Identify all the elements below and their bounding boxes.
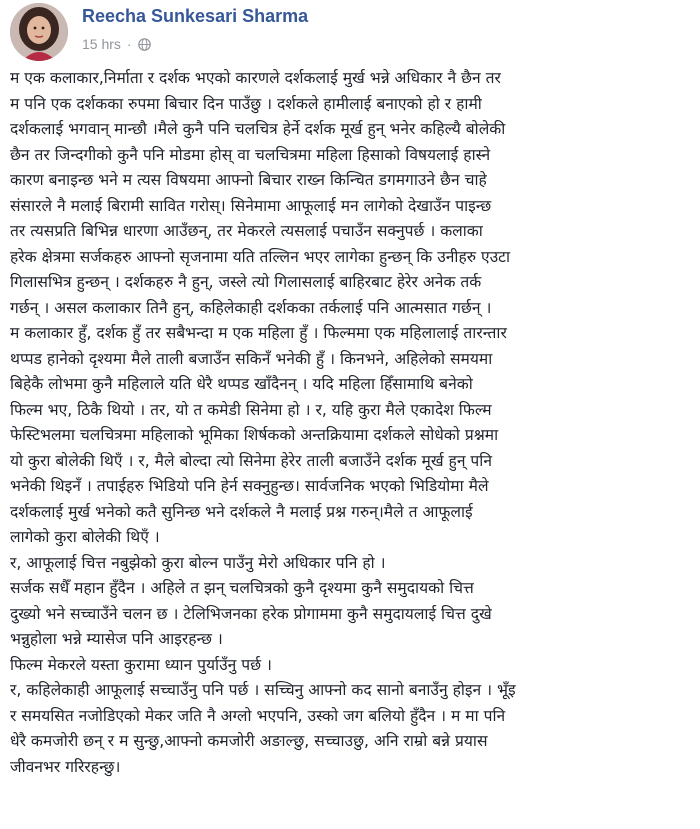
post-text-line: फेस्टिभलमा चलचित्रमा महिलाको भूमिका शिर्षकको अन्तक्रियामा दर्शकले सोधेको प्रश्नमा [10,426,499,444]
avatar-photo-icon [10,3,68,61]
post-text-line: म कलाकार हुँ, दर्शक हुँ तर सबैभन्दा म एक महिला हुँ । फिल्ममा एक महिलालाई तारन्तार [10,324,507,342]
post-meta [82,36,151,52]
globe-icon[interactable] [138,38,151,51]
post-text-line: भन्नुहोला भन्ने म्यासेज पनि आइरहन्छ । [10,630,223,648]
post-text-line: दर्शकलाई मुर्ख भनेको कतै सुनिन्छ भने दर्शकले नै मलाई प्रश्न गरुन्।मैले त आफूलाई [10,502,473,521]
post-text-line: हरेक क्षेत्रमा सर्जकहरु आफ्नो सृजनामा यति तल्लिन भएर लागेका हुन्छन् कि उनीहरु एउटा [10,247,511,266]
post-text-line: दर्शकलाई भगवान् मान्छौ ।मैले कुनै पनि चलचित्र हेर्ने दर्शक मूर्ख हुन् भनेर कहिल्यै बोलेकी [10,120,506,138]
post-text-line: थप्पड हानेको दृश्यमा मैले ताली बजाउँन सकिनँ भनेकी हुँ । किनभने, अहिलेको समयमा [10,349,493,368]
post-text-line: यो कुरा बोलेकी थिएँ । र, मैले बोल्दा त्यो सिनेमा हेरेर ताली बजाउँने दर्शक मूर्ख हुन् पनि [10,451,492,470]
post-timestamp[interactable]: 15 hrs [82,36,121,52]
post-text-line: गर्छन् । असल कलाकार तिनै हुन्, कहिलेकाही दर्शकका तर्कलाई पनि आत्मसात गर्छन् । [10,298,492,317]
post-text-line: जीवनभर गरिरहन्छु। [10,757,121,776]
post-text-line: दुख्यो भने सच्चाउँने चलन छ । टेलिभिजनका हरेक प्रोगाममा कुनै समुदायलाई चित्त दुखे [10,604,492,623]
meta-separator: · [126,36,132,52]
avatar[interactable] [10,3,68,61]
post-text-line: र समयसित नजोडिएको मेकर जति नै अग्लो भएपनि, उस्को जग बलियो हुँदैन । म मा पनि [10,706,506,725]
post-text-line: धेरै कमजोरी छन् र म सुन्छु,आफ्नो कमजोरी अङाल्छु, सच्चाउछु, अनि राम्रो बन्ने प्रयास [10,732,488,750]
post-text [10,66,692,780]
post-text-line: फिल्म भए, ठिकै थियो । तर, यो त कमेडी सिनेमा हो । र, यहि कुरा मैले एकादेश फिल्म [10,400,492,419]
post-text-line: र, कहिलेकाही आफूलाई सच्चाउँनु पनि पर्छ । सच्चिनु आफ्नो कद सानो बनाउँनु होइन । भूँइ [10,681,516,699]
post-text-line: लागेको कुरा बोलेकी थिएँ । [10,528,160,546]
post-text-line: छैन तर जिन्दगीको कुनै पनि मोडमा होस् वा चलचित्रमा महिला हिसाको विषयलाई हास्ने [10,145,491,164]
post-text-line: भनेकी थिइनँ । तपाईहरु भिडियो पनि हेर्न सक्नुहुन्छ। सार्वजनिक भएको भिडियोमा मैले [10,477,489,495]
post-header [10,3,690,59]
post-text-line: र, आफूलाई चित्त नबुझेको कुरा बोल्न पाउँनु मेरो अधिकार पनि हो । [10,553,386,572]
post-text-line: म पनि एक दर्शकका रुपमा बिचार दिन पाउँछु । दर्शकले हामीलाई बनाएको हो र हामी [10,94,482,113]
author-name[interactable]: Reecha Sunkesari Sharma [82,6,309,26]
post-text-line: फिल्म मेकरले यस्ता कुरामा ध्यान पुर्याउँनु पर्छ । [10,655,272,674]
post-text-line: गिलासभित्र हुन्छन् । दर्शकहरु नै हुन्, जस्ले त्यो गिलासलाई बाहिरबाट हेरेर अनेक तर्क [10,273,482,291]
post-text-line: संसारले नै मलाई बिरामी सावित गरोस्। सिनेमामा आफूलाई मन लागेको देखाउँन पाइन्छ [10,196,492,215]
post-text-line: म एक कलाकार,निर्माता र दर्शक भएको कारणले दर्शकलाई मुर्ख भन्ने अधिकार नै छैन तर [10,69,501,87]
post-text-line: सर्जक सधैँ महान हुँदैन । अहिले त झन् चलचित्रको कुनै दृश्यमा कुनै समुदायको चित्त [10,579,474,597]
post-text-line: बिहेकै लोभमा कुनै महिलाले यति धेरै थप्पड खाँदैनन् । यदि महिला हिँसामाथि बनेको [10,375,473,393]
post-text-line: कारण बनाइन्छ भने म त्यस विषयमा आफ्नो बिचार राख्न किन्चित डगमगाउने छैन चाहे [10,171,487,189]
post-text-line: तर त्यसप्रति बिभिन्न धारणा आउँछन्, तर मेकरले त्यसलाई पचाउँन सक्नुपर्छ । कलाका [10,222,483,240]
